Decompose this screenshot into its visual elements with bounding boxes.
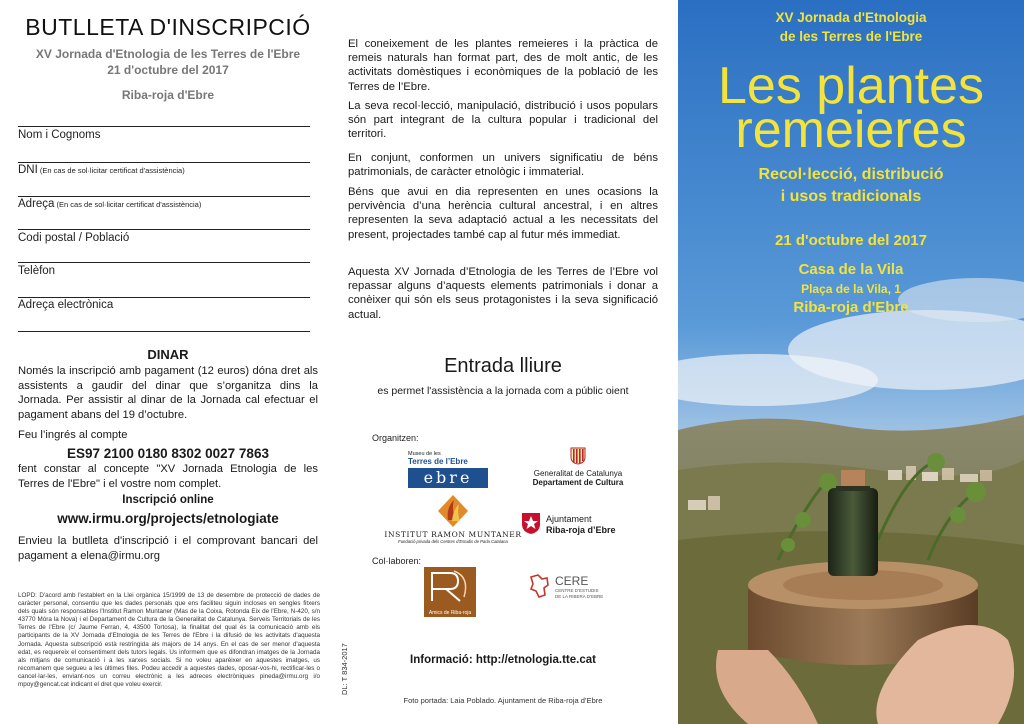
- ajuntament-line1: Ajuntament: [546, 514, 592, 524]
- generalitat-emblem-icon: [570, 447, 586, 465]
- cere-map-icon: [528, 573, 550, 599]
- concept-text: fent constar al concepte "XV Jornada Etnologia de les Terres de l'Ebre" i el vostre nom complet.: [18, 463, 318, 490]
- field-dni-label: DNI (En cas de sol·licitar certificat d'assistència): [18, 164, 185, 176]
- intro-paragraph-3: En conjunt, conformen un univers significatiu de béns patrimonials, de caràcter etnològic i immaterial.: [348, 152, 658, 179]
- cover-title-line1: Les plantes: [718, 57, 984, 115]
- send-text: Envieu la butlleta d'inscripció i el comprovant bancari del pagament a elena@irmu.org: [18, 535, 318, 562]
- cere-sub1: CENTRE D’ESTUDIS: [555, 588, 599, 593]
- generalitat-logo: [518, 447, 638, 493]
- cover-subtitle-line2: i usos tradicionals: [780, 188, 922, 205]
- cover-address: Plaça de la Vila, 1: [801, 282, 901, 296]
- cover-date: 21 d'octubre del 2017: [775, 232, 927, 249]
- lopd-legal-text: LOPD: D'acord amb l'establert en la Llei orgànica 15/1999 de 13 de desembre de protecció de dades de caràcter personal, consentiu que les dades personals que ens faciliteu siguin incloses en sengles fitxers dels quals són responsables l'Institut Ramon Muntaner (Mas de la Coixa, Rotonda Eix de l'Ebre, N-420, s/n 43770 Móra la Nova) i el Departament de Cultura de la Generalitat de Catalunya. Serveis Territorials de les Terres de l'Ebre (c/ Jaume Ferran, 4, 43500 Tortosa), la finalitat del qual és la comunicació amb els participants de la XV Jornada d'Etnologia de les Terres de l'Ebre i la difusió de les activitats d'aquesta Jornada. Aquesta subscripció està restringida als majors de 14 anys. En el cas de ser menor d'aquesta edat, es requereix el consentiment dels tutors legals. Us informem que es difondran imatges de la Jornada als mitjans de comunicació i a les xarxes socials. Si no voleu aparèixer en aquestes imatges, us recomanem que segueu a les últimes files. Podeu accedir a aquestes dades, oposar-vos-hi, rectificar-les o cancel·lar-les, enviant-nos un correu electrònic a les adreces electròniques pineda@irmu.org i/o mpoy@gencat.cat indicant el dret que voleu exercir.: [18, 592, 320, 689]
- museu-terres-ebre-logo: [408, 451, 492, 491]
- ajuntament-shield-icon: [521, 511, 541, 535]
- online-url: www.irmu.org/projects/etnologiate: [57, 511, 279, 526]
- museu-logo-line2: Terres de l’Ebre: [408, 457, 468, 466]
- museu-logo-wordmark: ebre: [408, 468, 488, 488]
- amics-monogram-icon: [424, 567, 476, 605]
- cere-title: CERE: [555, 574, 589, 588]
- form-subtitle-event: XV Jornada d'Etnologia de les Terres de l'Ebre: [35, 47, 301, 61]
- cere-logo: [528, 573, 638, 603]
- field-line: [18, 297, 310, 298]
- online-title: Inscripció online: [122, 494, 214, 506]
- generalitat-line1: Generalitat de Catalunya: [533, 469, 623, 478]
- intro-paragraph-5: Aquesta XV Jornada d’Etnologia de les Terres de l’Ebre vol repassar alguns d’aquests elements patrimonials i donar a conèixer qui són els seus protagonistes i la seva significació actual.: [348, 266, 658, 321]
- cover-jornada-line1: XV Jornada d'Etnologia: [775, 10, 927, 25]
- collaborators-label: Col·laboren:: [372, 556, 422, 566]
- form-title: BUTLLETA D'INSCRIPCIÓ: [25, 14, 311, 40]
- form-subtitle-date: 21 d'octubre del 2017: [107, 63, 229, 77]
- cover-town: Riba-roja d'Ebre: [793, 299, 909, 316]
- form-subtitle-place: Riba-roja d'Ebre: [121, 88, 215, 102]
- irmu-line2: Fundació privada dels Centres d’Estudis de Parla Catalana: [398, 539, 508, 544]
- field-name-label: Nom i Cognoms: [18, 129, 101, 141]
- cover-title-line2: remeieres: [735, 101, 967, 159]
- free-entry-subtitle: es permet l'assistència a la jornada com a públic oient: [377, 385, 629, 397]
- account-intro: Feu l’ingrés al compte: [18, 429, 128, 441]
- registration-form-panel: [0, 0, 336, 724]
- info-panel: [336, 0, 678, 724]
- intro-paragraph-1: El coneixement de les plantes remeieres i la pràctica de remeis naturals han format part, des de molt antic, de les activitats domèstiques i econòmiques de la població de les Terres de l’Ebre.: [348, 38, 658, 93]
- field-line: [18, 126, 310, 127]
- irmu-line1: INSTITUT RAMON MUNTANER: [384, 530, 522, 539]
- amics-riba-roja-logo: [424, 567, 476, 617]
- information-url: Informació: http://etnologia.tte.cat: [410, 654, 596, 666]
- iban-number: ES97 2100 0180 8302 0027 7863: [67, 446, 269, 461]
- free-entry-title: Entrada lliure: [444, 355, 562, 377]
- field-email-label: Adreça electrònica: [18, 299, 114, 311]
- dinar-title: DINAR: [147, 347, 189, 362]
- field-postal-label: Codi postal / Població: [18, 232, 130, 244]
- amics-text: Amics de Riba-roja: [428, 610, 472, 616]
- generalitat-line2: Departament de Cultura: [532, 478, 624, 487]
- cover-venue: Casa de la Vila: [798, 261, 904, 278]
- photo-credit: Foto portada: Laia Poblado. Ajuntament de Riba-roja d’Ebre: [403, 696, 603, 705]
- ajuntament-logo: [521, 511, 651, 541]
- field-line: [18, 331, 310, 332]
- cere-sub2: DE LA RIBERA D’EBRE: [555, 594, 604, 599]
- field-phone-label: Telèfon: [18, 265, 56, 277]
- field-address-label: Adreça (En cas de sol·licitar certificat d'assistència): [18, 198, 202, 210]
- field-line: [18, 229, 310, 230]
- intro-paragraph-4: Béns que avui en dia representen en unes ocasions la pervivència d’una herència cultural ancestral, i en altres representen la seva adaptació actual a les necessitats del present, projectades també cap al futur més immediat.: [348, 186, 658, 241]
- cover-panel: [678, 0, 1024, 724]
- irmu-logo: [378, 494, 528, 550]
- cover-subtitle-line1: Recol·lecció, distribució: [758, 166, 944, 183]
- intro-paragraph-2: La seva recol·lecció, manipulació, distribució i usos populars són part integrant de la cultura popular i tradicional del territori.: [348, 100, 658, 141]
- field-line: [18, 262, 310, 263]
- field-line: [18, 162, 310, 163]
- organizers-label: Organitzen:: [372, 433, 419, 443]
- legal-deposit: DL: T 834-2017: [340, 643, 349, 695]
- irmu-flame-icon: [436, 494, 470, 528]
- museu-logo-line1: Museu de les: [408, 451, 441, 457]
- cover-jornada-line2: de les Terres de l'Ebre: [779, 29, 923, 44]
- field-line: [18, 196, 310, 197]
- dinar-text: Només la inscripció amb pagament (12 euros) dóna dret als assistents a gaudir del dinar que s’organitza dins la Jornada. Per assistir al dinar de la Jornada cal efectuar el pagament abans del 19 d’octubre.: [18, 365, 318, 421]
- ajuntament-line2: Riba-roja d’Ebre: [546, 525, 616, 535]
